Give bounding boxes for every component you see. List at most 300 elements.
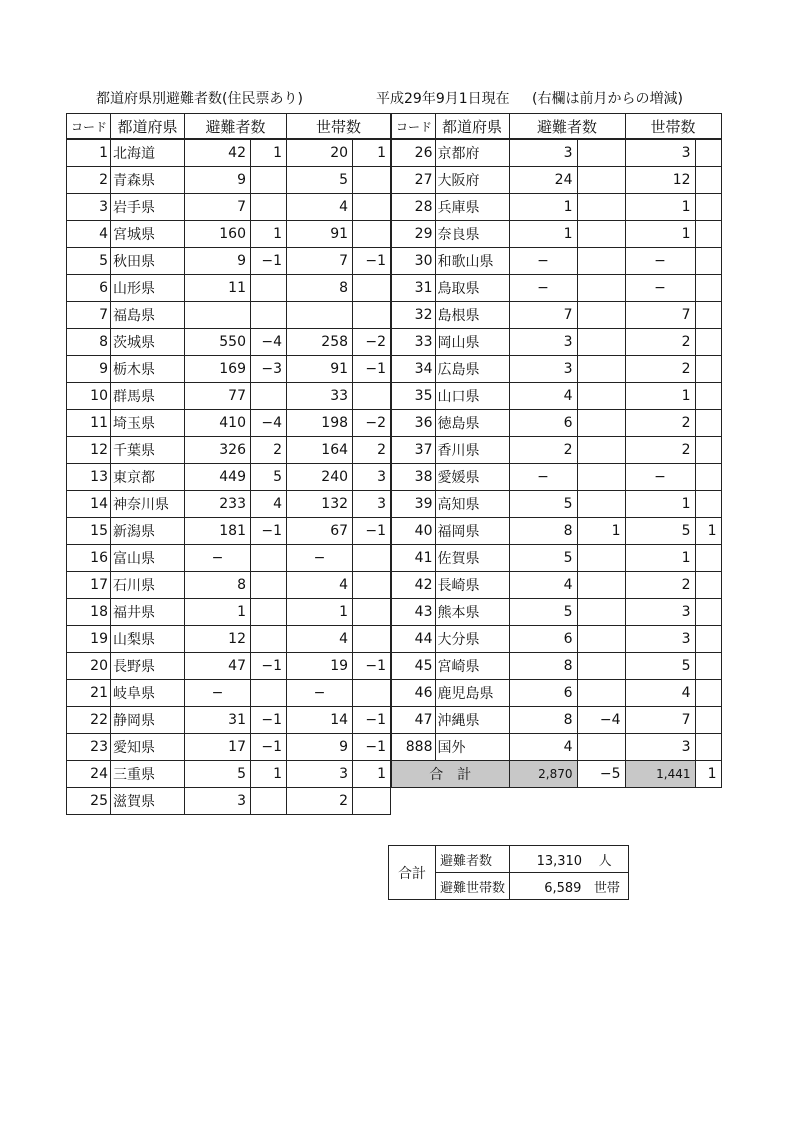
households-change-cell: −1 xyxy=(353,734,391,761)
code-cell: 39 xyxy=(391,491,435,518)
households-cell: − xyxy=(625,248,695,275)
table-row xyxy=(391,221,721,248)
evacuees-cell: 5 xyxy=(509,599,577,626)
households-change-cell xyxy=(353,788,391,815)
households-change-cell: −1 xyxy=(353,518,391,545)
households-cell xyxy=(287,302,353,329)
evacuees-cell: 3 xyxy=(509,329,577,356)
evacuees-cell: 449 xyxy=(185,464,251,491)
evacuees-cell: 6 xyxy=(509,626,577,653)
document-date: 平成29年9月1日現在 xyxy=(376,91,510,107)
code-cell: 9 xyxy=(67,356,111,383)
households-change-cell xyxy=(353,599,391,626)
evacuees-change-cell xyxy=(577,275,625,302)
code-cell: 6 xyxy=(67,275,111,302)
summary-label: 合計 xyxy=(389,846,436,900)
prefecture-cell: 大阪府 xyxy=(435,167,509,194)
evacuees-cell: 7 xyxy=(509,302,577,329)
right-table xyxy=(390,113,722,788)
code-cell: 3 xyxy=(67,194,111,221)
subtotal-label: 合 計 xyxy=(391,761,509,788)
evacuees-change-cell: −1 xyxy=(251,707,287,734)
households-cell: 91 xyxy=(287,356,353,383)
prefecture-cell: 佐賀県 xyxy=(435,545,509,572)
prefecture-cell: 茨城県 xyxy=(111,329,185,356)
evacuees-change-cell xyxy=(577,248,625,275)
evacuees-cell: 8 xyxy=(185,572,251,599)
subtotal-row xyxy=(391,761,721,788)
households-change-cell xyxy=(695,383,721,410)
evacuees-change-cell xyxy=(251,302,287,329)
table-row xyxy=(391,626,721,653)
households-change-cell xyxy=(695,275,721,302)
households-cell: 7 xyxy=(625,302,695,329)
prefecture-cell: 島根県 xyxy=(435,302,509,329)
households-change-cell xyxy=(695,572,721,599)
households-change-cell xyxy=(695,410,721,437)
households-cell: 2 xyxy=(625,437,695,464)
summary-households-value: 6,589 xyxy=(544,880,582,896)
summary-households-unit: 世帯 xyxy=(593,880,620,896)
prefecture-cell: 岐阜県 xyxy=(111,680,185,707)
households-change-cell xyxy=(695,167,721,194)
evacuees-cell: 8 xyxy=(509,518,577,545)
evacuees-change-cell: 1 xyxy=(577,518,625,545)
column-header-households: 世帯数 xyxy=(287,114,391,140)
households-cell: 3 xyxy=(625,734,695,761)
summary-evacuees-cell xyxy=(510,846,629,873)
households-cell: 4 xyxy=(287,194,353,221)
code-cell: 14 xyxy=(67,491,111,518)
table-row xyxy=(67,221,391,248)
code-cell: 11 xyxy=(67,410,111,437)
left-table xyxy=(66,113,391,815)
table-row xyxy=(391,194,721,221)
prefecture-cell: 石川県 xyxy=(111,572,185,599)
households-cell: 2 xyxy=(625,410,695,437)
evacuees-cell: 233 xyxy=(185,491,251,518)
evacuees-change-cell: −4 xyxy=(251,329,287,356)
evacuees-change-cell xyxy=(577,464,625,491)
prefecture-cell: 東京都 xyxy=(111,464,185,491)
households-change-cell xyxy=(695,139,721,167)
evacuees-change-cell xyxy=(251,545,287,572)
evacuees-cell: 1 xyxy=(509,221,577,248)
households-cell: 8 xyxy=(287,275,353,302)
code-cell: 45 xyxy=(391,653,435,680)
prefecture-cell: 静岡県 xyxy=(111,707,185,734)
evacuees-cell: 3 xyxy=(509,139,577,167)
code-cell: 43 xyxy=(391,599,435,626)
table-row xyxy=(391,572,721,599)
evacuees-cell: 9 xyxy=(185,167,251,194)
households-cell: 3 xyxy=(625,139,695,167)
households-cell: 5 xyxy=(287,167,353,194)
evacuees-change-cell: −4 xyxy=(251,410,287,437)
households-change-cell xyxy=(695,545,721,572)
households-cell: 19 xyxy=(287,653,353,680)
households-cell: 67 xyxy=(287,518,353,545)
code-cell: 29 xyxy=(391,221,435,248)
table-row xyxy=(67,410,391,437)
households-change-cell xyxy=(695,302,721,329)
evacuees-cell: 9 xyxy=(185,248,251,275)
households-cell: − xyxy=(287,545,353,572)
subtotal-evacuees: 2,870 xyxy=(509,761,577,788)
subtotal-households-change: 1 xyxy=(695,761,721,788)
households-cell: 4 xyxy=(287,626,353,653)
prefecture-cell: 徳島県 xyxy=(435,410,509,437)
evacuees-change-cell xyxy=(577,491,625,518)
code-cell: 28 xyxy=(391,194,435,221)
prefecture-cell: 京都府 xyxy=(435,139,509,167)
households-change-cell xyxy=(353,545,391,572)
code-cell: 44 xyxy=(391,626,435,653)
table-row xyxy=(67,626,391,653)
summary-evacuees-unit: 人 xyxy=(598,853,612,869)
households-change-cell: 3 xyxy=(353,464,391,491)
table-row xyxy=(67,356,391,383)
table-row xyxy=(391,248,721,275)
evacuees-change-cell xyxy=(577,139,625,167)
code-cell: 12 xyxy=(67,437,111,464)
households-change-cell: −1 xyxy=(353,356,391,383)
households-change-cell xyxy=(695,680,721,707)
households-change-cell xyxy=(695,437,721,464)
table-row xyxy=(391,464,721,491)
households-cell: 1 xyxy=(625,194,695,221)
evacuees-change-cell xyxy=(577,302,625,329)
evacuees-cell: 11 xyxy=(185,275,251,302)
column-header-households: 世帯数 xyxy=(625,114,721,140)
prefecture-cell: 兵庫県 xyxy=(435,194,509,221)
households-change-cell xyxy=(353,626,391,653)
households-cell: 5 xyxy=(625,653,695,680)
table-row xyxy=(391,139,721,167)
households-change-cell: 3 xyxy=(353,491,391,518)
evacuees-change-cell xyxy=(251,680,287,707)
table-row xyxy=(391,491,721,518)
prefecture-cell: 高知県 xyxy=(435,491,509,518)
prefecture-cell: 青森県 xyxy=(111,167,185,194)
households-change-cell xyxy=(695,221,721,248)
table-row xyxy=(67,275,391,302)
code-cell: 19 xyxy=(67,626,111,653)
evacuees-cell: 3 xyxy=(509,356,577,383)
evacuees-change-cell xyxy=(251,599,287,626)
evacuees-change-cell xyxy=(251,194,287,221)
code-cell: 22 xyxy=(67,707,111,734)
evacuees-change-cell xyxy=(577,167,625,194)
households-change-cell xyxy=(695,626,721,653)
summary-households-label: 避難世帯数 xyxy=(436,873,510,900)
table-row xyxy=(67,437,391,464)
households-cell: 7 xyxy=(625,707,695,734)
prefecture-cell: 山口県 xyxy=(435,383,509,410)
households-change-cell xyxy=(695,248,721,275)
code-cell: 37 xyxy=(391,437,435,464)
households-change-cell: 1 xyxy=(353,761,391,788)
code-cell: 8 xyxy=(67,329,111,356)
evacuees-cell: 4 xyxy=(509,734,577,761)
prefecture-cell: 鹿児島県 xyxy=(435,680,509,707)
table-row xyxy=(67,545,391,572)
code-cell: 888 xyxy=(391,734,435,761)
evacuees-cell: 550 xyxy=(185,329,251,356)
summary-evacuees-label: 避難者数 xyxy=(436,846,510,873)
evacuees-cell: 6 xyxy=(509,680,577,707)
households-change-cell xyxy=(353,572,391,599)
prefecture-cell: 愛媛県 xyxy=(435,464,509,491)
table-row xyxy=(391,518,721,545)
table-row xyxy=(67,302,391,329)
table-row xyxy=(391,707,721,734)
households-cell: 1 xyxy=(287,599,353,626)
column-header-pref: 都道府県 xyxy=(111,114,185,140)
households-cell: 4 xyxy=(625,680,695,707)
households-cell: 1 xyxy=(625,545,695,572)
prefecture-cell: 富山県 xyxy=(111,545,185,572)
code-cell: 30 xyxy=(391,248,435,275)
evacuees-change-cell xyxy=(577,194,625,221)
prefecture-cell: 福井県 xyxy=(111,599,185,626)
prefecture-cell: 国外 xyxy=(435,734,509,761)
code-cell: 21 xyxy=(67,680,111,707)
evacuees-change-cell: 2 xyxy=(251,437,287,464)
evacuees-change-cell xyxy=(577,572,625,599)
households-cell: 33 xyxy=(287,383,353,410)
evacuees-cell: 4 xyxy=(509,383,577,410)
prefecture-cell: 宮城県 xyxy=(111,221,185,248)
evacuees-cell: 5 xyxy=(509,545,577,572)
evacuees-change-cell xyxy=(577,734,625,761)
households-change-cell xyxy=(695,653,721,680)
households-cell: 7 xyxy=(287,248,353,275)
households-change-cell: 1 xyxy=(695,518,721,545)
evacuees-cell: 2 xyxy=(509,437,577,464)
households-cell: 198 xyxy=(287,410,353,437)
prefecture-cell: 神奈川県 xyxy=(111,491,185,518)
code-cell: 26 xyxy=(391,139,435,167)
evacuees-change-cell: −3 xyxy=(251,356,287,383)
header-row xyxy=(67,114,391,140)
table-row xyxy=(67,139,391,167)
evacuees-cell: 42 xyxy=(185,139,251,167)
table-row xyxy=(391,356,721,383)
table-row xyxy=(67,653,391,680)
table-row xyxy=(67,734,391,761)
table-row xyxy=(67,788,391,815)
evacuees-cell: 31 xyxy=(185,707,251,734)
table-row xyxy=(67,599,391,626)
evacuees-change-cell xyxy=(251,572,287,599)
households-cell: 3 xyxy=(625,626,695,653)
table-row xyxy=(67,248,391,275)
households-change-cell xyxy=(695,734,721,761)
column-header-code: コード xyxy=(391,114,435,140)
households-change-cell: −2 xyxy=(353,410,391,437)
code-cell: 1 xyxy=(67,139,111,167)
prefecture-cell: 和歌山県 xyxy=(435,248,509,275)
code-cell: 2 xyxy=(67,167,111,194)
code-cell: 13 xyxy=(67,464,111,491)
table-row xyxy=(391,275,721,302)
households-change-cell xyxy=(353,194,391,221)
evacuees-change-cell xyxy=(251,788,287,815)
households-change-cell xyxy=(695,491,721,518)
code-cell: 10 xyxy=(67,383,111,410)
code-cell: 5 xyxy=(67,248,111,275)
code-cell: 20 xyxy=(67,653,111,680)
table-row xyxy=(67,194,391,221)
evacuees-change-cell: 1 xyxy=(251,761,287,788)
table-row xyxy=(391,545,721,572)
prefecture-cell: 滋賀県 xyxy=(111,788,185,815)
code-cell: 42 xyxy=(391,572,435,599)
households-cell: 240 xyxy=(287,464,353,491)
prefecture-cell: 秋田県 xyxy=(111,248,185,275)
subtotal-households: 1,441 xyxy=(625,761,695,788)
households-change-cell xyxy=(695,194,721,221)
table-row xyxy=(391,653,721,680)
table-row xyxy=(67,518,391,545)
prefecture-cell: 埼玉県 xyxy=(111,410,185,437)
code-cell: 34 xyxy=(391,356,435,383)
code-cell: 40 xyxy=(391,518,435,545)
households-change-cell xyxy=(353,302,391,329)
table-row xyxy=(391,680,721,707)
evacuees-cell: 24 xyxy=(509,167,577,194)
evacuees-cell: 1 xyxy=(185,599,251,626)
households-cell: 4 xyxy=(287,572,353,599)
evacuees-change-cell xyxy=(577,545,625,572)
evacuees-cell: 4 xyxy=(509,572,577,599)
summary-evacuees-value: 13,310 xyxy=(536,853,583,869)
prefecture-cell: 愛知県 xyxy=(111,734,185,761)
table-row xyxy=(67,761,391,788)
code-cell: 35 xyxy=(391,383,435,410)
subtotal-evacuees-change: −5 xyxy=(577,761,625,788)
column-header-pref: 都道府県 xyxy=(435,114,509,140)
households-cell: 1 xyxy=(625,491,695,518)
evacuees-change-cell: 1 xyxy=(251,221,287,248)
evacuees-change-cell xyxy=(577,653,625,680)
evacuees-cell: 1 xyxy=(509,194,577,221)
code-cell: 27 xyxy=(391,167,435,194)
table-row xyxy=(67,572,391,599)
evacuees-cell: 12 xyxy=(185,626,251,653)
code-cell: 16 xyxy=(67,545,111,572)
evacuees-cell: 5 xyxy=(509,491,577,518)
households-change-cell: −1 xyxy=(353,248,391,275)
households-cell: 5 xyxy=(625,518,695,545)
households-change-cell xyxy=(695,707,721,734)
code-cell: 18 xyxy=(67,599,111,626)
households-cell: 164 xyxy=(287,437,353,464)
table-row xyxy=(67,680,391,707)
evacuees-change-cell xyxy=(577,599,625,626)
evacuees-cell: 181 xyxy=(185,518,251,545)
evacuees-change-cell xyxy=(577,626,625,653)
table-row xyxy=(391,329,721,356)
households-cell: 2 xyxy=(625,329,695,356)
code-cell: 24 xyxy=(67,761,111,788)
evacuees-change-cell xyxy=(577,329,625,356)
evacuees-change-cell: 4 xyxy=(251,491,287,518)
header-row xyxy=(391,114,721,140)
prefecture-cell: 熊本県 xyxy=(435,599,509,626)
evacuees-change-cell xyxy=(251,275,287,302)
evacuees-cell: − xyxy=(185,680,251,707)
code-cell: 32 xyxy=(391,302,435,329)
prefecture-cell: 広島県 xyxy=(435,356,509,383)
evacuees-change-cell: 1 xyxy=(251,139,287,167)
prefecture-cell: 岡山県 xyxy=(435,329,509,356)
code-cell: 46 xyxy=(391,680,435,707)
evacuees-cell: 47 xyxy=(185,653,251,680)
column-header-evacuees: 避難者数 xyxy=(185,114,287,140)
evacuees-cell: − xyxy=(509,464,577,491)
prefecture-cell: 群馬県 xyxy=(111,383,185,410)
code-cell: 23 xyxy=(67,734,111,761)
households-change-cell: 1 xyxy=(353,139,391,167)
evacuees-cell: − xyxy=(509,275,577,302)
evacuees-cell: 8 xyxy=(509,707,577,734)
households-change-cell xyxy=(695,329,721,356)
households-change-cell: −1 xyxy=(353,707,391,734)
code-cell: 33 xyxy=(391,329,435,356)
prefecture-cell: 栃木県 xyxy=(111,356,185,383)
households-cell: 258 xyxy=(287,329,353,356)
prefecture-cell: 福島県 xyxy=(111,302,185,329)
table-row xyxy=(67,167,391,194)
households-cell: 1 xyxy=(625,383,695,410)
households-cell: 2 xyxy=(625,572,695,599)
code-cell: 7 xyxy=(67,302,111,329)
prefecture-cell: 福岡県 xyxy=(435,518,509,545)
households-cell: 12 xyxy=(625,167,695,194)
code-cell: 4 xyxy=(67,221,111,248)
code-cell: 15 xyxy=(67,518,111,545)
table-row xyxy=(391,383,721,410)
table-row xyxy=(391,599,721,626)
households-cell: 20 xyxy=(287,139,353,167)
households-cell: 91 xyxy=(287,221,353,248)
households-change-cell xyxy=(353,383,391,410)
evacuees-change-cell: −1 xyxy=(251,653,287,680)
evacuees-change-cell xyxy=(251,167,287,194)
evacuees-change-cell: −1 xyxy=(251,734,287,761)
table-row xyxy=(391,734,721,761)
households-cell: 2 xyxy=(625,356,695,383)
evacuees-cell: 160 xyxy=(185,221,251,248)
document-title: 都道府県別避難者数(住民票あり) xyxy=(96,91,303,107)
households-change-cell xyxy=(353,167,391,194)
households-cell: 3 xyxy=(287,761,353,788)
evacuees-cell: 8 xyxy=(509,653,577,680)
evacuees-cell: 5 xyxy=(185,761,251,788)
table-row xyxy=(67,464,391,491)
evacuees-change-cell xyxy=(577,221,625,248)
evacuees-change-cell xyxy=(577,383,625,410)
prefecture-cell: 長崎県 xyxy=(435,572,509,599)
code-cell: 36 xyxy=(391,410,435,437)
evacuees-cell: 3 xyxy=(185,788,251,815)
document-note: (右欄は前月からの増減) xyxy=(532,91,683,107)
evacuees-cell: 326 xyxy=(185,437,251,464)
table-row xyxy=(67,383,391,410)
table-row xyxy=(391,437,721,464)
